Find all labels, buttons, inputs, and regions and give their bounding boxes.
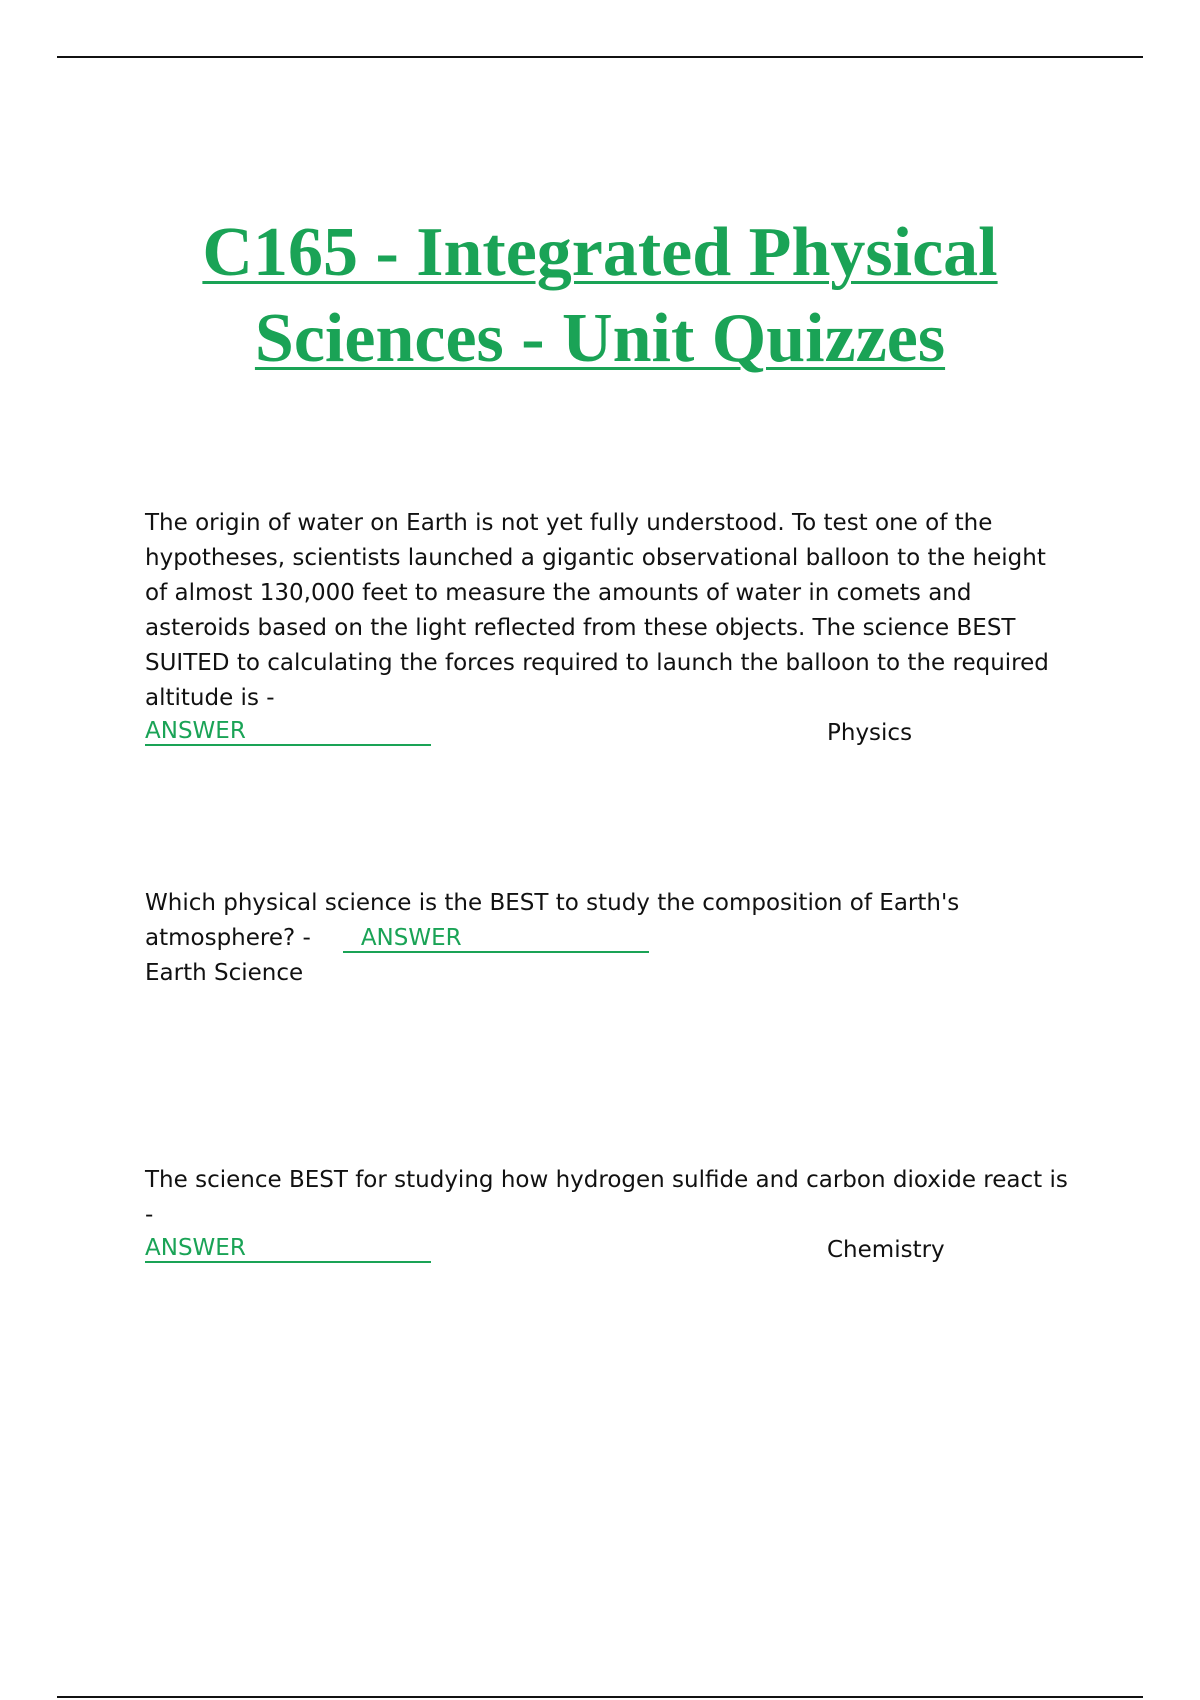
title-line-1: C165 - Integrated Physical <box>202 214 998 291</box>
answer-label: ANSWER <box>145 1235 431 1263</box>
answer-row <box>145 1233 1075 1268</box>
question-block-2 <box>145 886 1075 991</box>
answer-label: ANSWER <box>343 925 649 953</box>
answer-label: ANSWER <box>145 718 431 746</box>
question-text-line-1: Which physical science is the BEST to study the composition of Earth's <box>145 890 960 916</box>
document-title <box>100 210 1100 382</box>
question-text: The science BEST for studying how hydrogen sulfide and carbon dioxide react is - <box>145 1167 1068 1228</box>
question-block-3 <box>145 1163 1075 1268</box>
answer-value: Chemistry <box>827 1237 945 1263</box>
question-block-1 <box>145 506 1075 751</box>
question-text-line-2: atmosphere? - <box>145 925 311 951</box>
question-text: The origin of water on Earth is not yet fully understood. To test one of the hypotheses, scientists launched a gigantic observational balloon to the height of almost 130,000 feet to measure the amounts of water in comets and asteroids based on the light reflected from these objects. The science BEST SUITED to calculating the forces required to launch the balloon to the required altitude is - <box>145 510 1049 711</box>
top-rule <box>57 56 1143 58</box>
bottom-rule <box>57 1696 1143 1698</box>
answer-value: Earth Science <box>145 960 304 986</box>
answer-row <box>145 716 1075 751</box>
question-text-line-2-row <box>145 921 1075 956</box>
title-line-2: Sciences - Unit Quizzes <box>254 300 946 377</box>
answer-value: Physics <box>827 720 913 746</box>
